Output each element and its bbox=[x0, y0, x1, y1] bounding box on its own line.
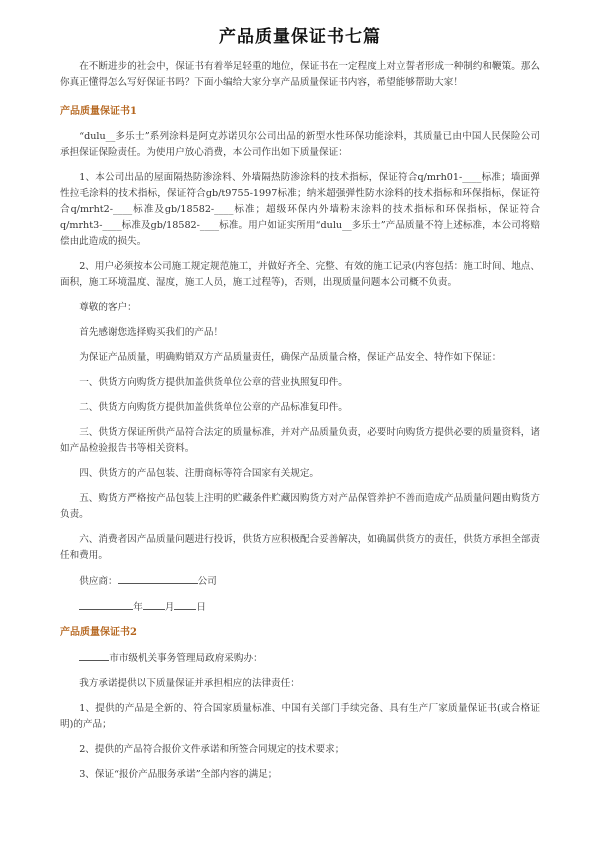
section-heading-2: 产品质量保证书2 bbox=[60, 627, 137, 638]
month-blank bbox=[143, 599, 165, 610]
section1-clause: 五、购货方严格按产品包装上注明的贮藏条件贮藏因购货方对产品保管养护不善而造成产品质量问题由购货方负责。 bbox=[60, 493, 540, 520]
section2-clause: 1、提供的产品是全新的、符合国家质量标准、中国有关部门手续完备、具有生产厂家质量保证书(或合格证明)的产品； bbox=[60, 703, 540, 730]
intro-paragraph: 在不断进步的社会中，保证书有着举足轻重的地位，保证书在一定程度上对立誓者形成一种制约和鞭策。那么你真正懂得怎么写好保证书吗？下面小编给大家分享产品质量保证书内容，希望能够帮助大家！ bbox=[60, 61, 540, 88]
section1-clause: 三、供货方保证所供产品符合法定的质量标准，并对产品质量负责，必要时向购货方提供必要的质量资料，诸如产品检验报告书等相关资料。 bbox=[60, 427, 540, 454]
section1-paragraph: 为保证产品质量，明确购销双方产品质量责任，确保产品质量合格，保证产品安全、特作如下保证： bbox=[79, 352, 502, 363]
day-blank bbox=[174, 599, 196, 610]
section1-clause: 四、供货方的产品包装、注册商标等符合国家有关规定。 bbox=[79, 468, 320, 479]
date-year: 年 bbox=[133, 602, 143, 613]
supplier-signature-line bbox=[60, 573, 540, 590]
section1-paragraph: 2、用户必须按本公司施工规定规范施工，并做好齐全、完整、有效的施工记录(内容包括：施工时间、地点、面积，施工环境温度、湿度，施工人员，施工过程等)，否则，出现质量问题本公司概不负责。 bbox=[60, 261, 540, 288]
addressee-line bbox=[60, 650, 540, 667]
date-day: 日 bbox=[196, 602, 206, 613]
section2-paragraph: 我方承诺提供以下质量保证并承担相应的法律责任： bbox=[79, 678, 300, 689]
section1-paragraph: 1、本公司出品的屋面隔热防渗涂料、外墙隔热防渗涂料的技术指标，保证符合q/mrh01-____标准；墙面弹性拉毛涂料的技术指标，保证符合gb/t9755-1997标准；纳米超强弹性防水涂料的技术指标和环保指标，保证符合q/mrht2-____标准及gb/18582-____标准；超级环保内外墙粉末涂料的技术指标和环保指标，保证符合q/mrht3-____标准及gb/18582-____标准。用户如证实所用“dulu__多乐士”产品质量不符上述标准，本公司将赔偿由此造成的损失。 bbox=[60, 172, 540, 247]
section-heading-1: 产品质量保证书1 bbox=[60, 106, 137, 117]
supplier-suffix: 公司 bbox=[197, 576, 217, 587]
section1-clause: 二、供货方向购货方提供加盖供货单位公章的产品标准复印件。 bbox=[79, 402, 348, 413]
salutation: 尊敬的客户： bbox=[79, 302, 137, 313]
supplier-blank bbox=[118, 573, 198, 584]
addressee-text: 市市级机关事务管理局政府采购办： bbox=[109, 653, 263, 664]
section2-clause: 2、提供的产品符合报价文件承诺和所签合同规定的技术要求； bbox=[79, 744, 345, 755]
year-blank bbox=[79, 599, 133, 610]
date-month: 月 bbox=[164, 602, 175, 613]
section1-clause: 一、供货方向购货方提供加盖供货单位公章的营业执照复印件。 bbox=[79, 377, 348, 388]
page-title: 产品质量保证书七篇 bbox=[219, 27, 381, 47]
date-line bbox=[60, 599, 540, 616]
section1-paragraph: “dulu__多乐士”系列涂料是阿克苏诺贝尔公司出品的新型水性环保功能涂料，其质量已由中国人民保险公司承担保证保险责任。为使用户放心消费，本公司作出如下质量保证： bbox=[60, 131, 540, 158]
city-blank bbox=[79, 650, 109, 661]
section1-clause: 六、消费者因产品质量问题进行投诉，供货方应积极配合妥善解决，如确属供货方的责任，供货方承担全部责任和费用。 bbox=[60, 534, 540, 561]
section2-clause: 3、保证“报价产品服务承诺”全部内容的满足； bbox=[79, 769, 278, 780]
section1-paragraph: 首先感谢您选择购买我们的产品！ bbox=[79, 327, 224, 338]
supplier-label: 供应商： bbox=[79, 576, 118, 587]
